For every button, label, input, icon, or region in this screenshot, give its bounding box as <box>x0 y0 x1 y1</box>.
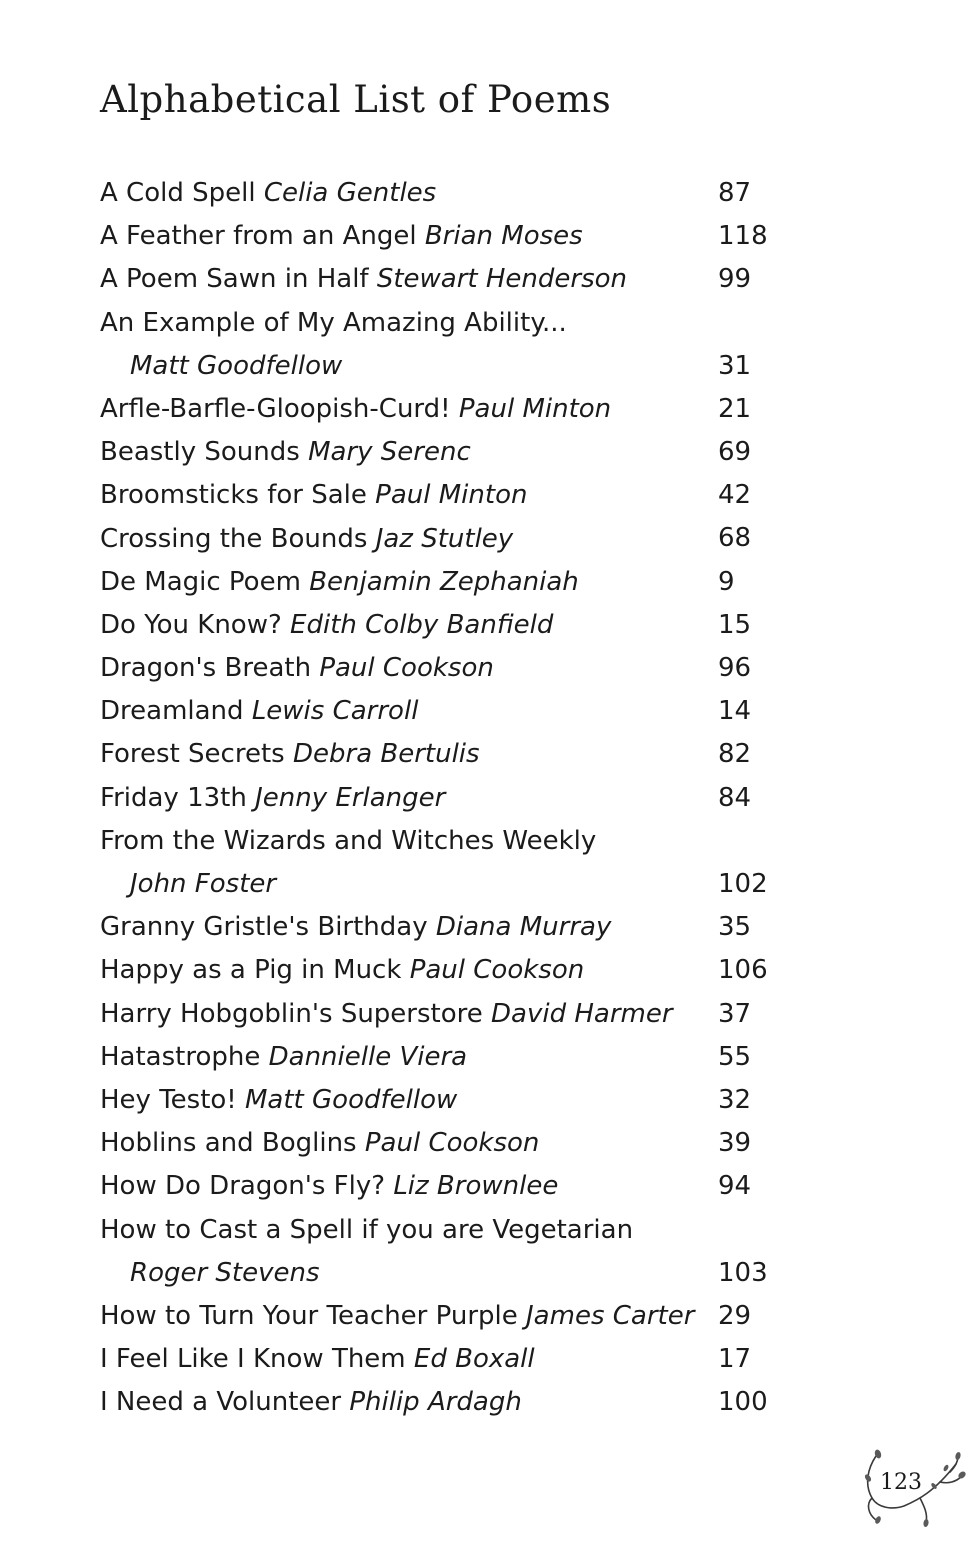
poem-author: Debra Bertulis <box>292 739 480 770</box>
poem-title: An Example of My Amazing Ability... <box>100 307 567 338</box>
poem-title: Broomsticks for Sale <box>100 480 367 511</box>
poem-title: I Need a Volunteer <box>100 1387 342 1418</box>
list-item <box>100 906 780 949</box>
list-item <box>100 1209 780 1295</box>
page-number: 17 <box>718 1344 752 1375</box>
page-number: 37 <box>718 998 752 1029</box>
list-item <box>100 1381 780 1424</box>
poem-title: Harry Hobgoblin's Superstore <box>100 998 483 1029</box>
poem-title: Friday 13th <box>100 782 247 813</box>
poem-title: How Do Dragon's Fly? <box>100 1171 386 1202</box>
page-number: 42 <box>718 480 752 511</box>
list-item <box>100 431 780 474</box>
poem-title: Beastly Sounds <box>100 437 300 468</box>
page-number: 106 <box>718 955 768 986</box>
poem-author: Jenny Erlanger <box>255 782 446 813</box>
list-item <box>100 690 780 733</box>
poem-title: I Feel Like I Know Them <box>100 1344 406 1375</box>
page-number: 31 <box>718 350 752 381</box>
page-number: 103 <box>718 1257 768 1288</box>
page-number: 15 <box>718 609 752 640</box>
list-item <box>100 474 780 517</box>
page-number: 100 <box>718 1387 768 1418</box>
poem-title: How to Turn Your Teacher Purple <box>100 1300 518 1331</box>
poem-title: Hatastrophe <box>100 1041 261 1072</box>
list-item <box>100 1295 780 1338</box>
list-item <box>100 604 780 647</box>
page-number: 87 <box>718 177 752 208</box>
list-item <box>100 733 780 776</box>
poem-author: Philip Ardagh <box>349 1387 522 1418</box>
poem-title: Forest Secrets <box>100 739 285 770</box>
poem-author: Diana Murray <box>435 912 612 943</box>
poem-author: James Carter <box>526 1300 695 1331</box>
poem-author: Paul Minton <box>458 393 612 424</box>
poem-author: David Harmer <box>491 998 673 1029</box>
poem-title: Dreamland <box>100 696 244 727</box>
page-number: 82 <box>718 739 752 770</box>
list-item <box>100 993 780 1036</box>
poem-title: Do You Know? <box>100 609 282 640</box>
poem-author: Celia Gentles <box>263 178 437 208</box>
page-number: 29 <box>718 1300 752 1331</box>
poem-title: How to Cast a Spell if you are Vegetarian <box>100 1214 634 1245</box>
list-item <box>100 518 780 561</box>
poem-list <box>100 172 780 1424</box>
page-number: 55 <box>718 1041 752 1072</box>
poem-author: Ed Boxall <box>413 1344 535 1375</box>
page-number: 69 <box>718 437 752 468</box>
poem-author: Matt Goodfellow <box>245 1084 458 1115</box>
page-title: Alphabetical List of Poems <box>100 78 612 121</box>
poem-title: Arfle-Barfle-Gloopish-Curd! <box>100 393 451 424</box>
poem-title: Hey Testo! <box>100 1084 237 1115</box>
list-item <box>100 1338 780 1381</box>
poem-author: Stewart Henderson <box>376 264 628 295</box>
poem-author: Paul Cookson <box>409 955 585 986</box>
poem-title: Happy as a Pig in Muck <box>100 955 402 986</box>
list-item <box>100 1165 780 1208</box>
page-number: 68 <box>718 523 752 554</box>
poem-author: Roger Stevens <box>130 1257 320 1288</box>
list-item <box>100 1079 780 1122</box>
page-number: 118 <box>718 221 768 252</box>
page-number: 39 <box>718 1128 752 1159</box>
list-item <box>100 388 780 431</box>
list-item <box>100 172 780 215</box>
poem-author: Liz Brownlee <box>393 1171 559 1202</box>
list-item <box>100 949 780 992</box>
poem-title: A Feather from an Angel <box>100 221 417 252</box>
list-item <box>100 777 780 820</box>
poem-author: Matt Goodfellow <box>130 350 343 381</box>
page-number: 32 <box>718 1084 752 1115</box>
page-number: 14 <box>718 696 752 727</box>
list-item <box>100 1122 780 1165</box>
poem-title: A Poem Sawn in Half <box>100 264 369 295</box>
list-item <box>100 215 780 258</box>
poem-title: Crossing the Bounds <box>100 523 368 554</box>
page-number: 84 <box>718 782 752 813</box>
list-item <box>100 302 780 388</box>
poem-author: Paul Minton <box>375 480 528 511</box>
poem-author: Jaz Stutley <box>375 523 514 554</box>
folio <box>858 1448 972 1528</box>
page-number: 94 <box>718 1171 752 1202</box>
list-item <box>100 647 780 690</box>
poem-title: Dragon's Breath <box>100 653 312 684</box>
poem-title: De Magic Poem <box>100 566 301 597</box>
poem-author: Dannielle Viera <box>268 1041 468 1072</box>
page-number: 102 <box>718 868 768 899</box>
page-folio-number: 123 <box>880 1470 922 1495</box>
poem-author: Paul Cookson <box>364 1128 540 1159</box>
poem-author: Mary Serenc <box>308 437 471 468</box>
list-item <box>100 561 780 604</box>
poem-author: Brian Moses <box>424 221 583 252</box>
page-number: 35 <box>718 912 752 943</box>
page-number: 99 <box>718 264 752 295</box>
poem-author: Benjamin Zephaniah <box>309 566 579 597</box>
list-item <box>100 1036 780 1079</box>
poem-author: John Foster <box>130 869 277 899</box>
page-number: 21 <box>718 393 752 424</box>
poem-title: Granny Gristle's Birthday <box>100 912 428 943</box>
page-number: 96 <box>718 653 752 684</box>
poem-title: From the Wizards and Witches Weekly <box>100 825 597 856</box>
poem-title: Hoblins and Boglins <box>100 1128 357 1159</box>
page-number: 9 <box>718 566 735 597</box>
list-item <box>100 258 780 301</box>
poem-author: Edith Colby Banfield <box>290 609 554 640</box>
poem-title: A Cold Spell <box>100 178 256 208</box>
poem-author: Paul Cookson <box>319 653 494 684</box>
list-item <box>100 820 780 906</box>
poem-author: Lewis Carroll <box>251 696 419 727</box>
